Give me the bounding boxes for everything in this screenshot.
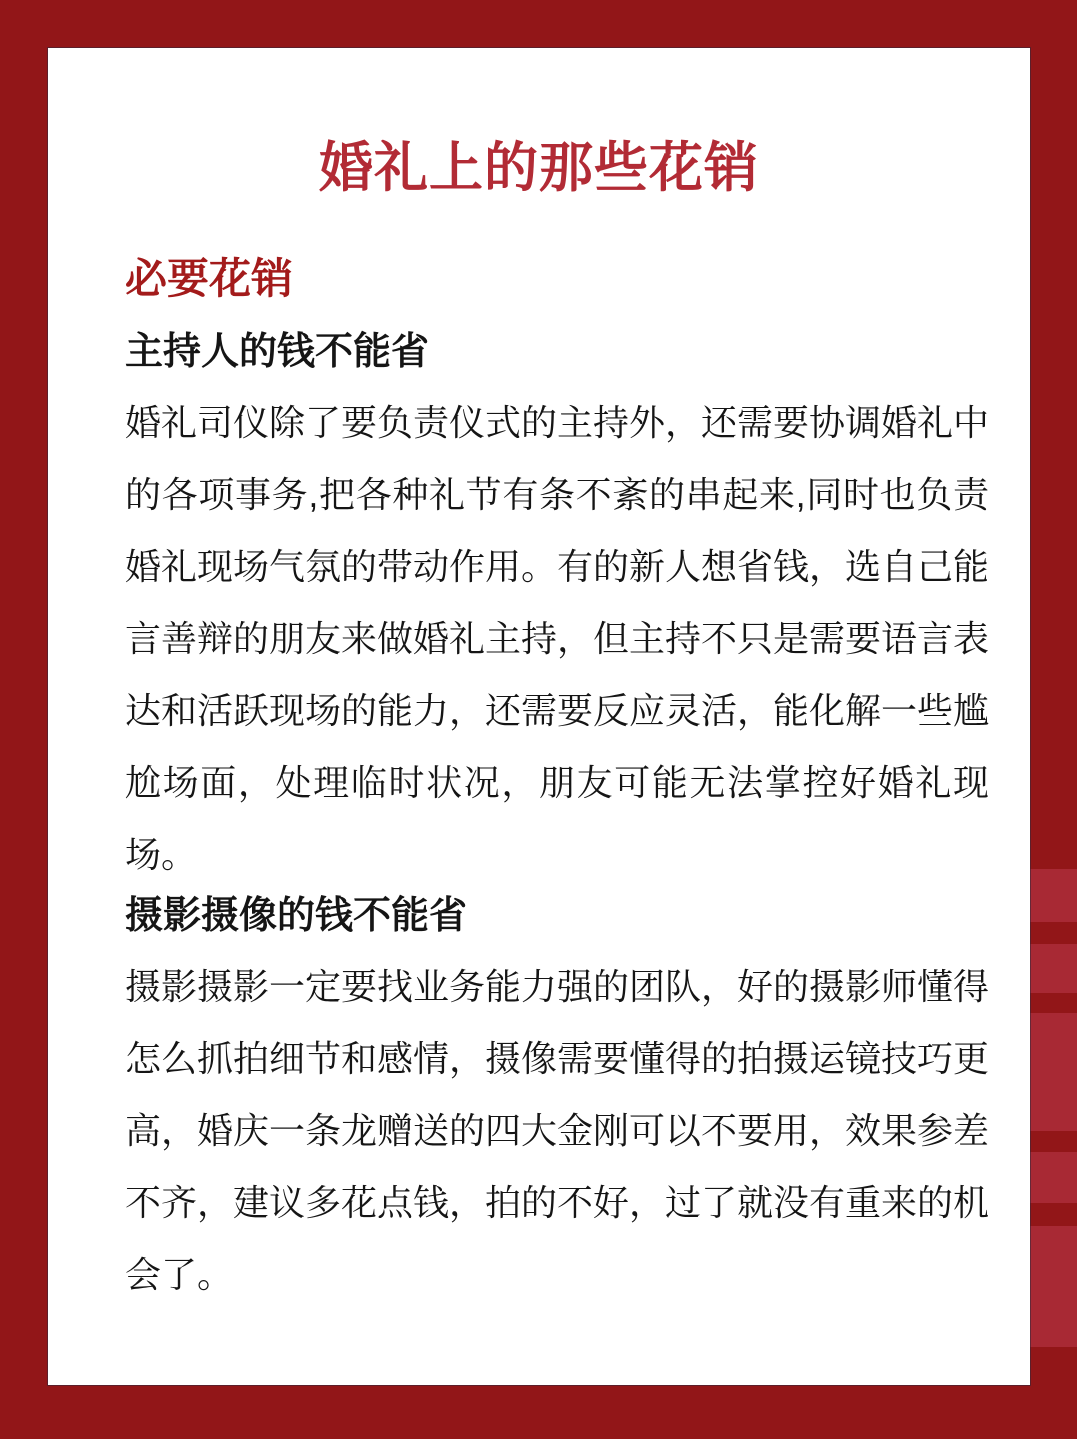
item-heading-photography: 摄影摄像的钱不能省 <box>125 895 468 937</box>
item-heading-host: 主持人的钱不能省 <box>125 331 430 373</box>
border-stripe <box>1030 1013 1077 1131</box>
item-body-photography: 摄影摄影一定要找业务能力强的团队，好的摄影师懂得怎么抓拍细节和感情，摄像需要懂得的拍摄运镜技巧更高，婚庆一条龙赠送的四大金刚可以不要用，效果参差不齐，建议多花点钱，拍的不好，过了就没有重来的机会了。 <box>125 966 990 1295</box>
border-stripe <box>1030 1226 1077 1347</box>
section-heading: 必要花销 <box>125 255 294 302</box>
border-stripe <box>1030 1152 1077 1203</box>
item-body-host: 婚礼司仪除了要负责仪式的主持外，还需要协调婚礼中的各项事务,把各种礼节有条不紊的串起来,同时也负责婚礼现场气氛的带动作用。有的新人想省钱，选自己能言善辩的朋友来做婚礼主持，但主持不只是需要语言表达和活跃现场的能力，还需要反应灵活，能化解一些尴尬场面，处理临时状况，朋友可能无法掌控好婚礼现场。 <box>125 402 990 875</box>
border-stripe <box>1030 869 1077 922</box>
page-title: 婚礼上的那些花销 <box>319 138 759 198</box>
content-card <box>48 48 1030 1385</box>
border-stripe <box>1030 944 1077 993</box>
